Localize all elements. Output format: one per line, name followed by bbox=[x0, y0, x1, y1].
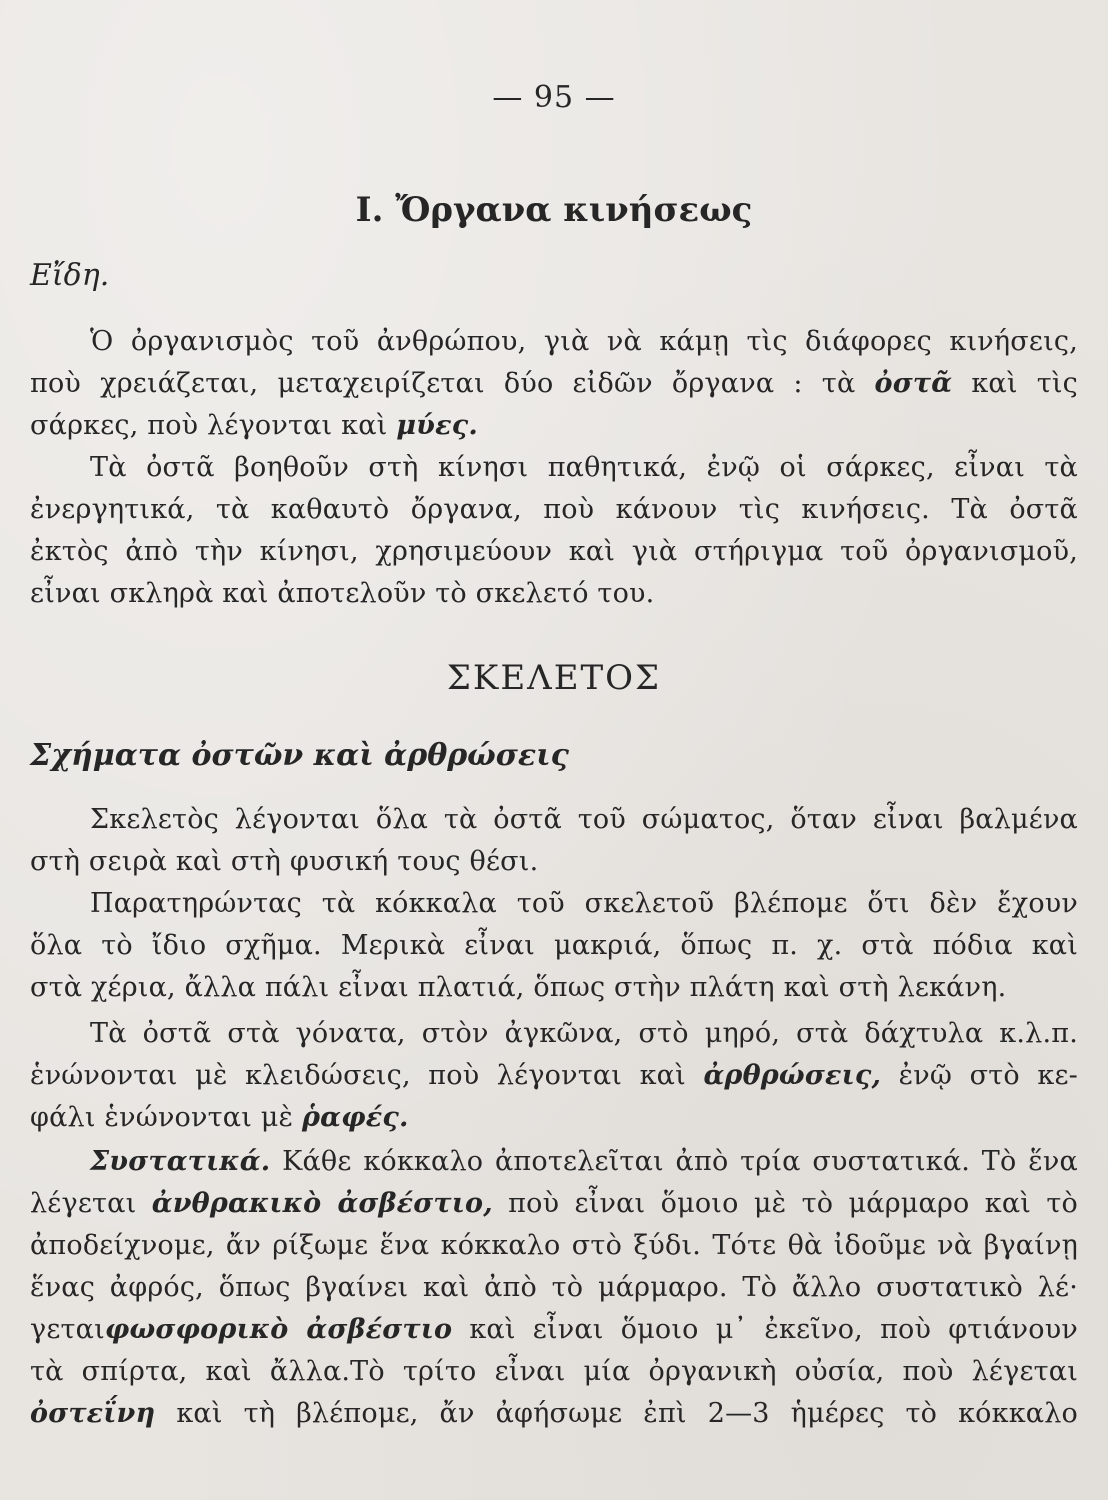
text-span: Κάθε κόκκαλο ἀποτελεῖται ἀπὸ τρία συστατικά. Τὸ ἕνα bbox=[282, 1146, 1078, 1177]
emphasis-term: μύες. bbox=[396, 410, 478, 441]
text-line: ὅλα τὸ ἴδιο σχῆμα. Μερικὰ εἶναι μακριά, ὅπως π. χ. στὰ πόδια καὶ bbox=[30, 930, 1078, 961]
text-span: καὶ τὶς bbox=[971, 368, 1078, 399]
emphasis-term: φωσφορικὸ ἀσβέστιο bbox=[104, 1314, 453, 1345]
text-line: Ὁ ὀργανισμὸς τοῦ ἀνθρώπου, γιὰ νὰ κάμῃ τὶς διάφορες κινήσεις, bbox=[90, 326, 1078, 357]
text-span: καὶ εἶναι ὅμοιο μ᾽ ἐκεῖνο, ποὺ φτιάνουν bbox=[469, 1314, 1078, 1345]
emphasis-term: ὀστεΐνη bbox=[30, 1398, 156, 1429]
text-line bbox=[30, 406, 1078, 446]
text-line bbox=[30, 1394, 1078, 1434]
emphasis-term: ῥαφές. bbox=[302, 1102, 409, 1133]
text-line: ἐκτὸς ἀπὸ τὴν κίνησι, χρησιμεύουν καὶ γιὰ στήριγμα τοῦ ὀργανισμοῦ, bbox=[30, 536, 1078, 567]
emphasis-term: ἀρθρώσεις, bbox=[703, 1060, 882, 1091]
text-line bbox=[30, 364, 1078, 404]
text-line bbox=[30, 1056, 1078, 1096]
text-span: καὶ τὴ βλέπομε, ἄν ἀφήσωμε ἐπὶ 2—3 ἡμέρες τὸ κόκκαλο bbox=[176, 1398, 1078, 1429]
text-line bbox=[30, 1310, 1078, 1350]
text-span: φάλι ἑνώνονται μὲ bbox=[30, 1102, 294, 1133]
text-span: ἑνώνονται μὲ κλειδώσεις, ποὺ λέγονται καὶ bbox=[30, 1060, 686, 1091]
text-span: λέγεται bbox=[30, 1188, 137, 1219]
text-line: στὴ σειρὰ καὶ στὴ φυσική τους θέσι. bbox=[30, 846, 539, 877]
text-line: ἕνας ἀφρός, ὅπως βγαίνει καὶ ἀπὸ τὸ μάρμαρο. Τὸ ἄλλο συστατικὸ λέ· bbox=[30, 1272, 1078, 1303]
text-line: ἐνεργητικά, τὰ καθαυτὸ ὄργανα, ποὺ κάνουν τὶς κινήσεις. Τὰ ὀστᾶ bbox=[30, 494, 1078, 525]
section-heading: I. Ὄργανα κινήσεως bbox=[355, 190, 753, 230]
text-line bbox=[90, 1142, 1078, 1182]
subheading-eidi: Εἴδη. bbox=[30, 258, 110, 293]
emphasis-term: ἀνθρακικὸ ἀσβέστιο, bbox=[151, 1188, 493, 1219]
text-line bbox=[30, 1098, 1078, 1138]
text-span: σάρκες, ποὺ λέγονται καὶ bbox=[30, 410, 388, 441]
text-line: Τὰ ὀστᾶ βοηθοῦν στὴ κίνησι παθητικά, ἐνῷ οἱ σάρκες, εἶναι τὰ bbox=[90, 452, 1078, 483]
text-line: Παρατηρώντας τὰ κόκκαλα τοῦ σκελετοῦ βλέπομε ὅτι δὲν ἔχουν bbox=[90, 888, 1078, 919]
text-line: ἀποδείχνομε, ἄν ρίξωμε ἕνα κόκκαλο στὸ ξύδι. Τότε θὰ ἰδοῦμε νὰ βγαίνῃ bbox=[30, 1230, 1078, 1261]
text-span: ποὺ εἶναι ὅμοιο μὲ τὸ μάρμαρο καὶ τὸ bbox=[508, 1188, 1078, 1219]
page-number: — 95 — bbox=[492, 80, 616, 115]
text-span: ἐνῷ στὸ κε- bbox=[898, 1060, 1078, 1091]
text-line bbox=[30, 1184, 1078, 1224]
text-span: γεται bbox=[30, 1314, 105, 1345]
text-line: στὰ χέρια, ἄλλα πάλι εἶναι πλατιά, ὅπως στὴν πλάτη καὶ στὴ λεκάνη. bbox=[30, 972, 1007, 1003]
text-line: Τὰ ὀστᾶ στὰ γόνατα, στὸν ἀγκῶνα, στὸ μηρό, στὰ δάχτυλα κ.λ.π. bbox=[90, 1018, 1078, 1049]
text-line: Σκελετὸς λέγονται ὅλα τὰ ὀστᾶ τοῦ σώματος, ὅταν εἶναι βαλμένα bbox=[90, 804, 1078, 835]
emphasis-term: ὀστᾶ bbox=[874, 368, 953, 399]
emphasis-term: Συστατικά. bbox=[90, 1146, 271, 1177]
text-span: ποὺ χρειάζεται, μεταχειρίζεται δύο εἰδῶν ὄργανα : τὰ bbox=[30, 368, 856, 399]
skeleton-heading: ΣΚΕΛΕΤΟΣ bbox=[446, 658, 662, 698]
subheading-shapes: Σχήματα ὀστῶν καὶ ἀρθρώσεις bbox=[30, 738, 569, 773]
text-line: τὰ σπίρτα, καὶ ἄλλα.Τὸ τρίτο εἶναι μία ὀργανικὴ οὐσία, ποὺ λέγεται bbox=[30, 1356, 1078, 1387]
text-line: εἶναι σκληρὰ καὶ ἀποτελοῦν τὸ σκελετό του. bbox=[30, 578, 655, 609]
